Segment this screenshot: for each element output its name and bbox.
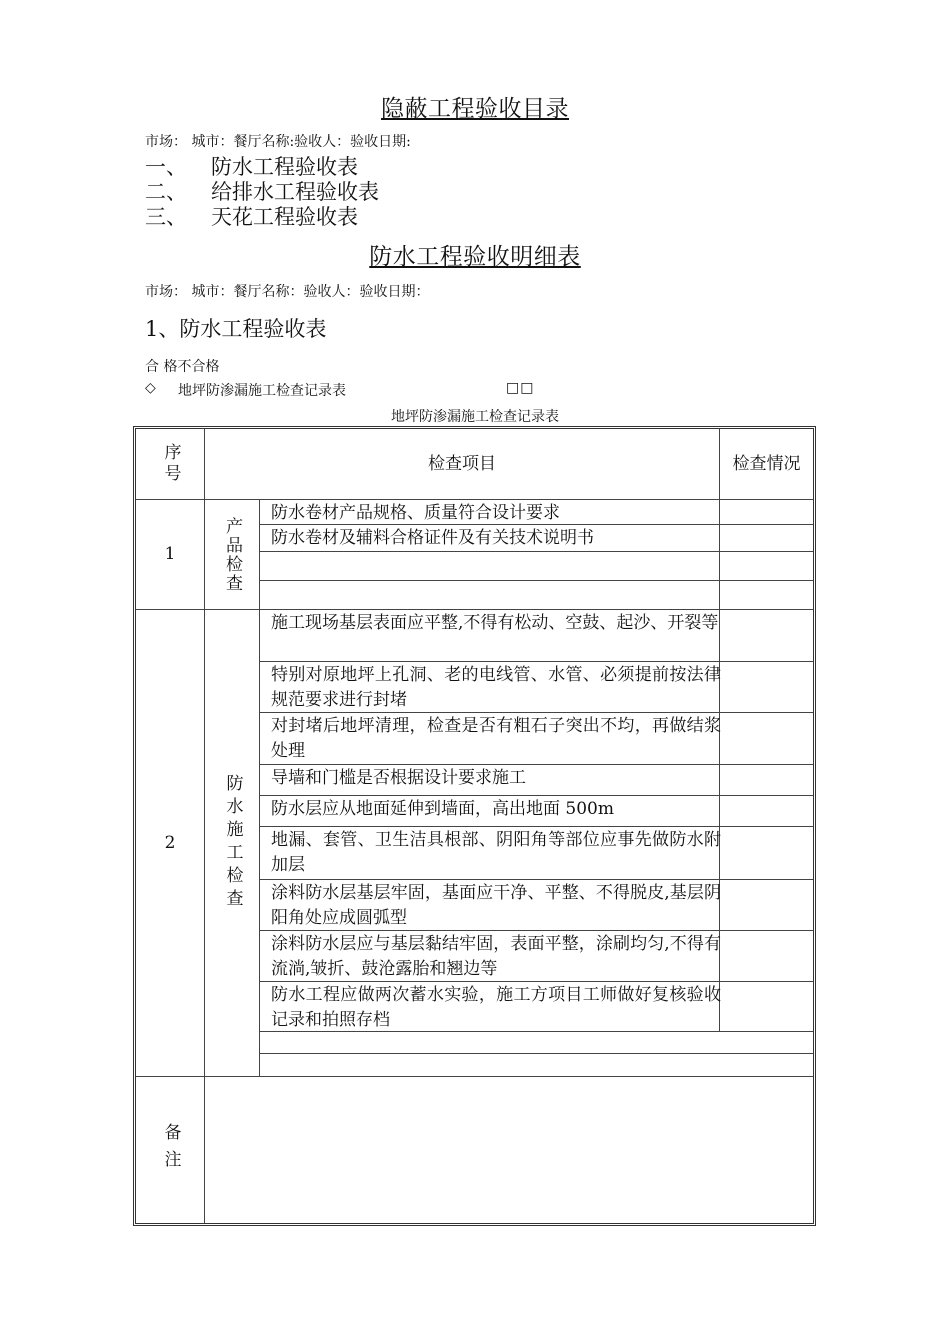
row-divider	[259, 1053, 813, 1054]
remarks-field[interactable]	[205, 1077, 813, 1223]
check-item: 防水工程应做两次蓄水实验，施工方项目工师做好复核验收记录和拍照存档	[271, 985, 721, 1030]
remarks-label	[136, 1077, 204, 1223]
group-2-category	[205, 610, 259, 1076]
header-seq	[136, 429, 204, 499]
check-item: 对封堵后地坪清理，检查是否有粗石子突出不均，再做结浆处理	[271, 716, 721, 761]
group-2-category-text: 防水施工检查	[222, 774, 243, 912]
inspection-table	[133, 426, 816, 1226]
row-divider	[259, 661, 813, 662]
pass-fail-label: 合 格不合格	[145, 359, 220, 375]
record-line-label: 地坪防渗漏施工检查记录表	[178, 383, 346, 399]
document-title: 隐蔽工程验收目录	[381, 96, 569, 122]
row-divider	[259, 551, 813, 552]
meta-line-1: 市场： 城市：餐厅名称:验收人：验收日期:	[145, 134, 411, 150]
group-1-seq: 1	[164, 544, 176, 564]
remarks-label-text: 备注	[160, 1123, 181, 1177]
toc-label: 天花工程验收表	[211, 205, 358, 229]
meta-line-2: 市场： 城市：餐厅名称：验收人：验收日期：	[145, 284, 430, 300]
header-status: 检查情况	[732, 453, 801, 474]
header-item: 检查项目	[428, 453, 496, 474]
toc-number: 二、	[145, 180, 187, 204]
checkbox-pair: □□	[506, 380, 535, 396]
check-item: 涂料防水层应与基层黏结牢固，表面平整，涂刷均匀,不得有流淌,皱折、鼓沧露胎和翘边等	[271, 934, 721, 979]
group-1-category	[205, 500, 259, 609]
toc-number: 三、	[145, 205, 187, 229]
column-divider	[259, 499, 260, 1076]
header-seq-text: 序号	[160, 443, 181, 485]
group-2-seq: 2	[164, 832, 176, 853]
row-divider	[259, 795, 813, 796]
check-item: 导墙和门槛是否根据设计要求施工	[271, 768, 526, 788]
toc-item-3	[145, 201, 358, 231]
row-divider	[259, 580, 813, 581]
section-heading: 1、防水工程验收表	[145, 317, 327, 341]
check-item: 防水层应从地面延伸到墙面，高出地面 500m	[271, 799, 614, 819]
table-caption: 地坪防渗漏施工检查记录表	[391, 409, 559, 425]
check-item: 防水卷材产品规格、质量符合设计要求	[271, 503, 560, 523]
group-1-category-text: 产品检查	[222, 516, 242, 593]
row-divider	[259, 764, 813, 765]
check-item: 地漏、套管、卫生洁具根部、阴阳角等部位应事先做防水附加层	[271, 830, 721, 875]
row-divider	[259, 879, 813, 880]
check-item: 特别对原地坪上孔洞、老的电线管、水管、必须提前按法律规范要求进行封堵	[271, 665, 721, 710]
check-item: 施工现场基层表面应平整,不得有松动、空鼓、起沙、开裂等	[271, 613, 719, 633]
check-item: 涂料防水层基层牢固，基面应干净、平整、不得脱皮,基层阴阳角处应成圆弧型	[271, 883, 721, 928]
toc-number: 一、	[145, 155, 187, 179]
toc-label: 给排水工程验收表	[211, 180, 379, 204]
check-item: 防水卷材及辅料合格证件及有关技术说明书	[271, 528, 594, 548]
detail-title: 防水工程验收明细表	[369, 244, 581, 270]
row-divider	[259, 826, 813, 827]
diamond-icon: ◇	[145, 380, 156, 396]
toc-label: 防水工程验收表	[211, 155, 358, 179]
